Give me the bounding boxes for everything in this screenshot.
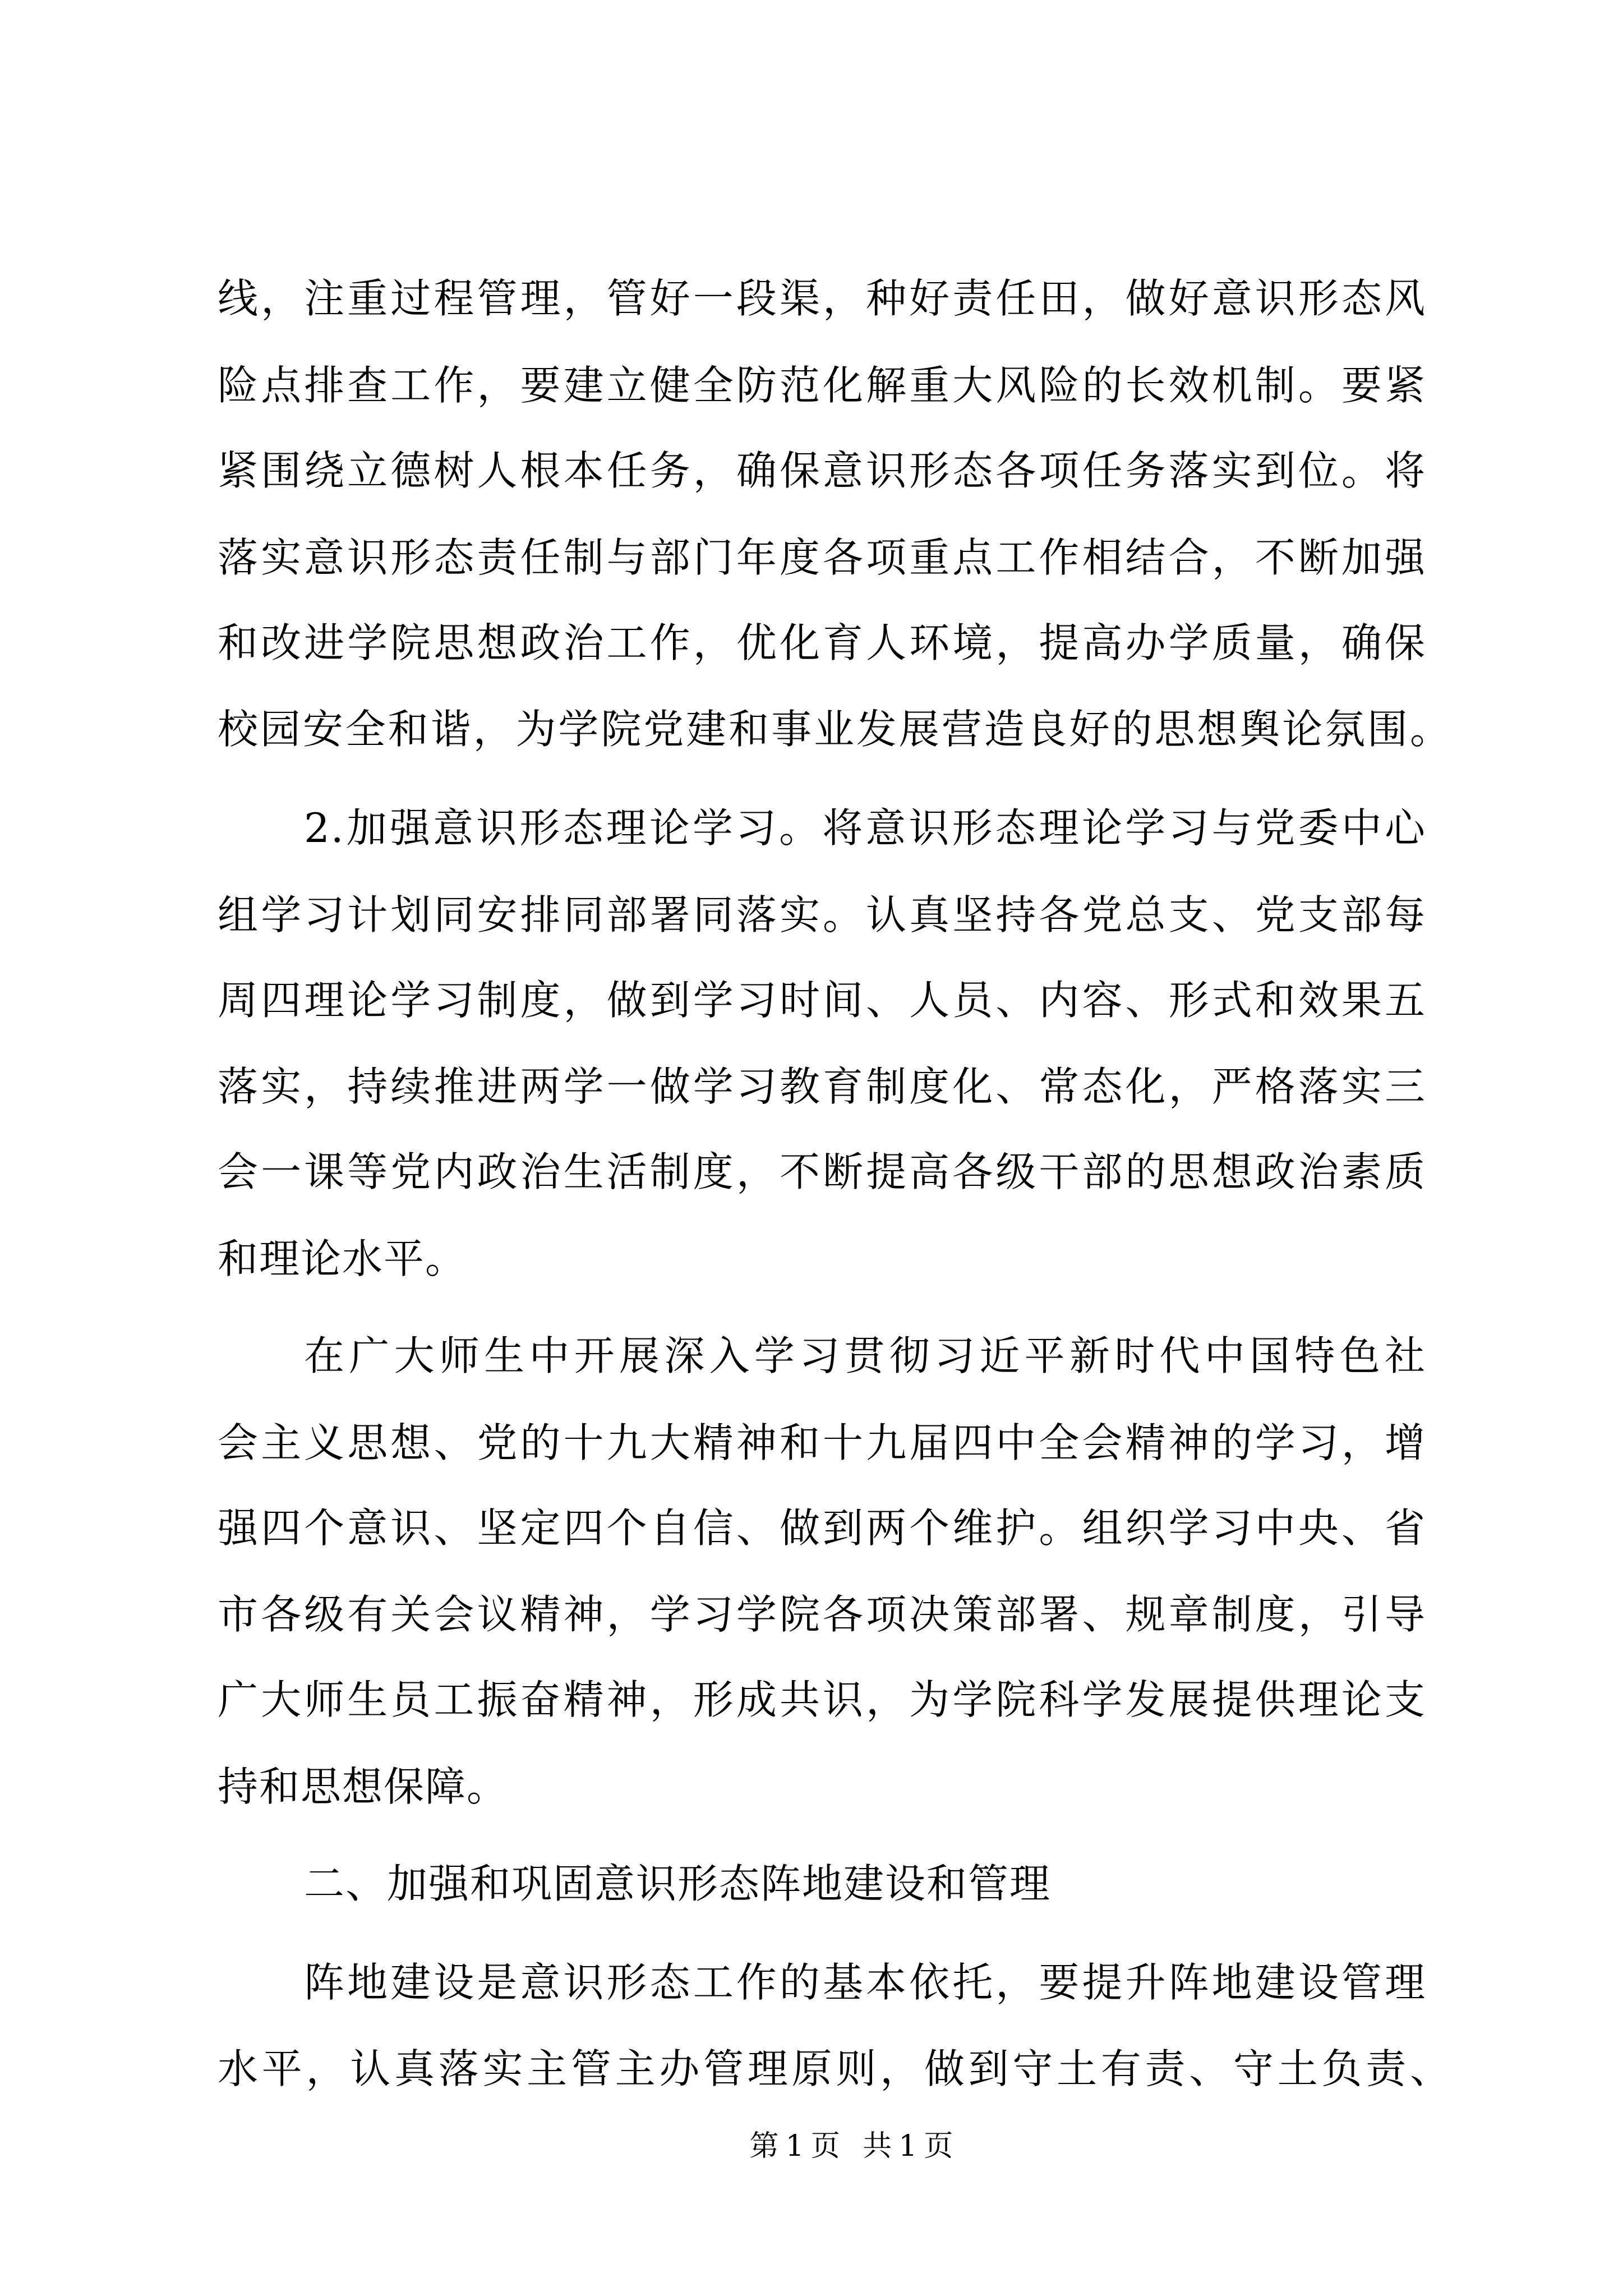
text-line: 校园安全和谐，为学院党建和事业发展营造良好的思想舆论氛围。	[218, 706, 1451, 753]
heading-line: 二、加强和巩固意识形态阵地建设和管理	[304, 1860, 1052, 1907]
text-line: 紧围绕立德树人根本任务，确保意识形态各项任务落实到位。将	[218, 447, 1426, 494]
page-number-footer: 第1页 共1页	[749, 2129, 960, 2163]
text-line: 市各级有关会议精神，学习学院各项决策部署、规章制度，引导	[218, 1591, 1426, 1638]
text-line: 强四个意识、坚定四个自信、做到两个维护。组织学习中央、省	[218, 1504, 1426, 1552]
text-line: 持和思想保障。	[218, 1763, 509, 1810]
text-line: 线，注重过程管理，管好一段渠，种好责任田，做好意识形态风	[218, 275, 1426, 322]
text-line: 组学习计划同安排同部署同落实。认真坚持各党总支、党支部每	[218, 891, 1426, 938]
text-line: 2.加强意识形态理论学习。将意识形态理论学习与党委中心	[304, 804, 1426, 852]
text-line: 在广大师生中开展深入学习贯彻习近平新时代中国特色社	[304, 1332, 1426, 1379]
text-line: 阵地建设是意识形态工作的基本依托，要提升阵地建设管理	[304, 1959, 1426, 2006]
text-line: 会一课等党内政治生活制度，不断提高各级干部的思想政治素质	[218, 1148, 1426, 1195]
text-line: 会主义思想、党的十九大精神和十九届四中全会精神的学习，增	[218, 1419, 1426, 1466]
text-line: 周四理论学习制度，做到学习时间、人员、内容、形式和效果五	[218, 977, 1426, 1024]
text-line: 和理论水平。	[218, 1235, 467, 1282]
text-line: 广大师生员工振奋精神，形成共识，为学院科学发展提供理论支	[218, 1676, 1426, 1723]
text-line: 落实意识形态责任制与部门年度各项重点工作相结合，不断加强	[218, 534, 1426, 581]
text-line: 水平，认真落实主管主办管理原则，做到守土有责、守土负责、	[218, 2045, 1451, 2092]
text-line: 险点排查工作，要建立健全防范化解重大风险的长效机制。要紧	[218, 362, 1426, 409]
text-line: 落实，持续推进两学一做学习教育制度化、常态化，严格落实三	[218, 1063, 1426, 1110]
text-line: 和改进学院思想政治工作，优化育人环境，提高办学质量，确保	[218, 619, 1426, 666]
